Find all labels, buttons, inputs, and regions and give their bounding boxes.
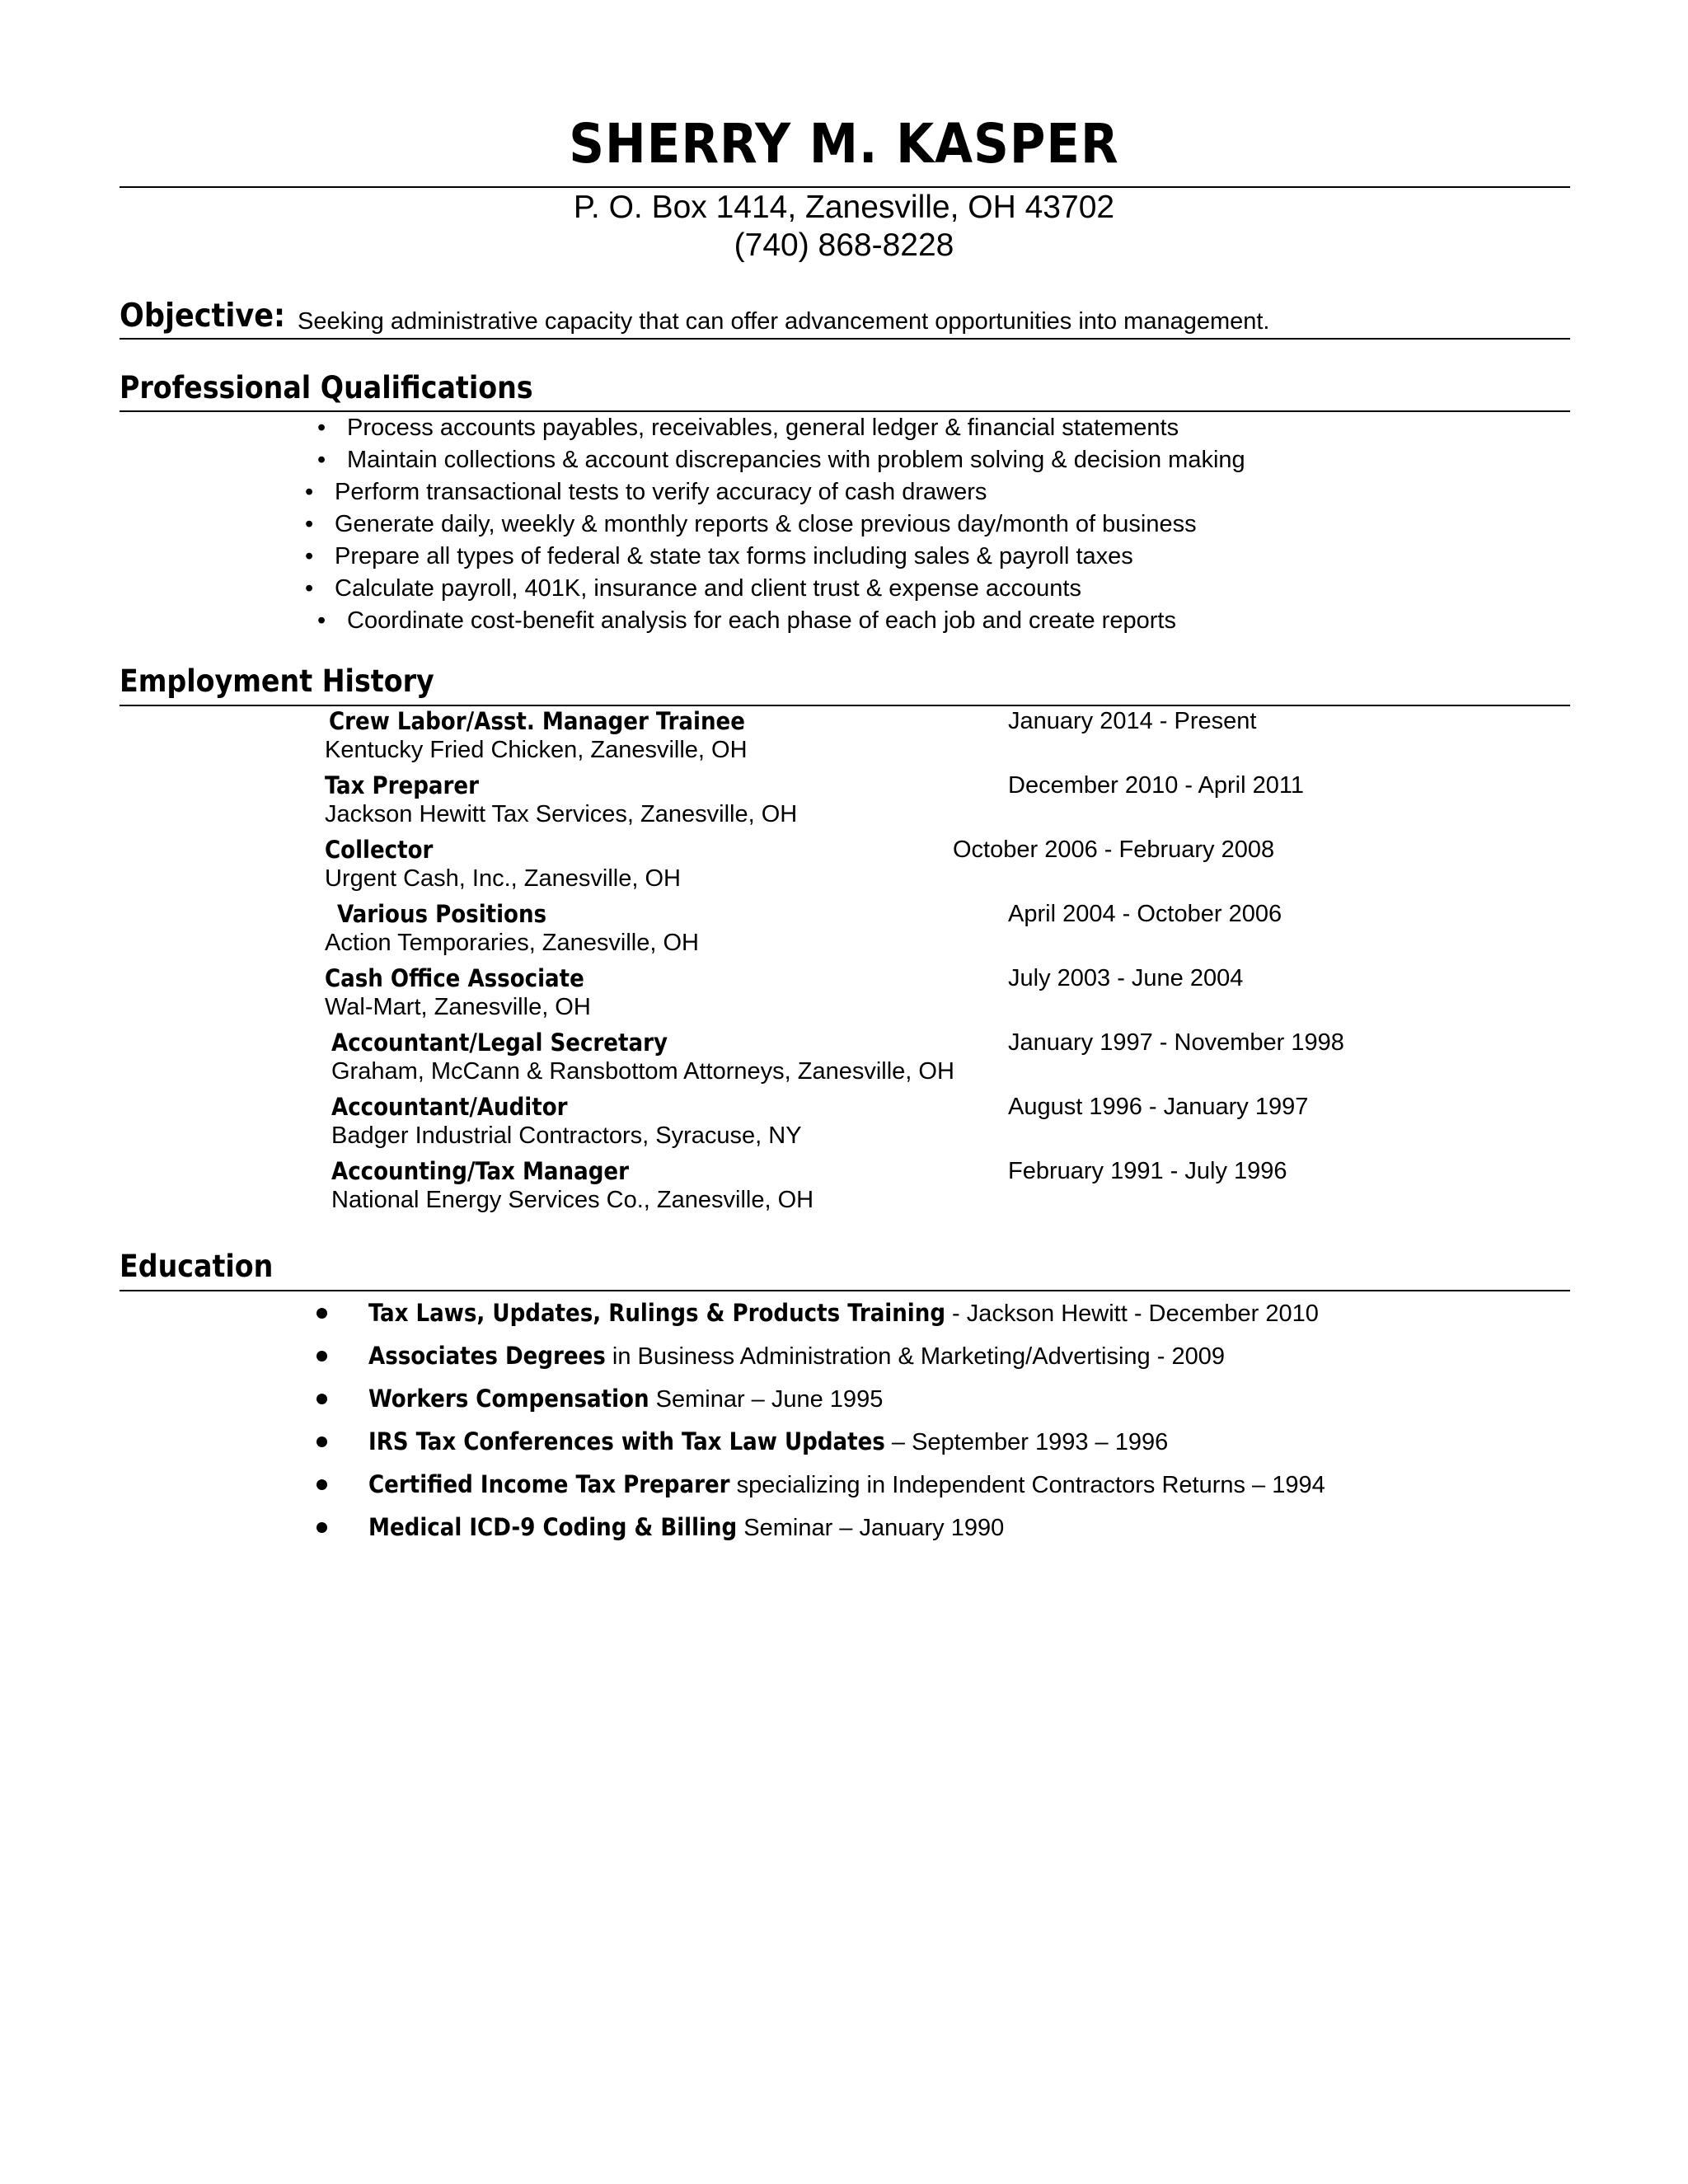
job-dates: October 2006 - February 2008 [953,837,1275,863]
education-divider [120,1290,1570,1291]
employment-title: Employment History [120,663,434,699]
education-title: Education [120,1249,274,1284]
job-company: Jackson Hewitt Tax Services, Zanesville, OH [325,801,798,827]
bullet-icon: • [305,575,314,602]
job-dates: January 1997 - November 1998 [1008,1029,1344,1056]
job-title: Various Positions [337,900,547,928]
employment-divider [120,705,1570,706]
list-item: Workers Compensation Seminar – June 1995 [368,1385,884,1413]
qualifications-divider [120,410,1570,412]
job-dates: July 2003 - June 2004 [1008,965,1244,991]
job-dates: August 1996 - January 1997 [1008,1094,1309,1120]
list-item: Certified Income Tax Preparer specializing in Independent Contractors Returns – 1994 [368,1470,1325,1498]
job-title: Cash Office Associate [325,964,584,992]
phone: (740) 868-8228 [734,227,954,263]
header-divider [120,186,1570,188]
bullet-icon [316,1522,327,1533]
list-item: • Calculate payroll, 401K, insurance and client trust & expense accounts [305,575,1081,602]
objective-text: Seeking administrative capacity that can offer advancement opportunities into management. [298,308,1270,335]
list-item: • Prepare all types of federal & state tax forms including sales & payroll taxes [305,543,1133,569]
bullet-icon [316,1436,327,1447]
job-title: Crew Labor/Asst. Manager Trainee [329,707,745,735]
bullet-icon: • [317,447,326,473]
list-item: • Process accounts payables, receivables, general ledger & financial statements [317,415,1179,441]
list-item: • Generate daily, weekly & monthly reports & close previous day/month of business [305,511,1197,537]
job-company: Action Temporaries, Zanesville, OH [325,930,699,956]
job-dates: January 2014 - Present [1008,708,1257,734]
job-company: Kentucky Fried Chicken, Zanesville, OH [325,737,748,763]
list-item: Associates Degrees in Business Administration & Marketing/Advertising - 2009 [368,1342,1225,1370]
list-item: Tax Laws, Updates, Rulings & Products Training - Jackson Hewitt - December 2010 [368,1299,1319,1327]
address: P. O. Box 1414, Zanesville, OH 43702 [573,190,1115,225]
job-company: Badger Industrial Contractors, Syracuse, NY [331,1122,802,1149]
objective-label: Objective: [120,298,286,335]
job-title: Tax Preparer [325,771,479,799]
job-title: Accountant/Auditor [331,1093,568,1121]
job-company: National Energy Services Co., Zanesville, OH [331,1187,814,1213]
job-dates: December 2010 - April 2011 [1008,772,1304,799]
bullet-icon: • [305,543,314,569]
job-dates: February 1991 - July 1996 [1008,1158,1287,1184]
bullet-icon [316,1351,327,1361]
job-company: Urgent Cash, Inc., Zanesville, OH [325,865,681,892]
bullet-icon: • [305,511,314,537]
job-company: Wal-Mart, Zanesville, OH [325,994,591,1020]
resume-name: SHERRY M. KASPER [569,112,1119,176]
list-item: Medical ICD-9 Coding & Billing Seminar – January 1990 [368,1513,1005,1541]
bullet-icon: • [317,415,326,441]
list-item: • Coordinate cost-benefit analysis for each phase of each job and create reports [317,607,1176,634]
list-item: IRS Tax Conferences with Tax Law Updates – September 1993 – 1996 [368,1427,1169,1455]
job-dates: April 2004 - October 2006 [1008,901,1282,927]
bullet-icon [316,1308,327,1319]
list-item: • Perform transactional tests to verify accuracy of cash drawers [305,479,987,505]
job-company: Graham, McCann & Ransbottom Attorneys, Zanesville, OH [331,1058,954,1085]
bullet-icon [316,1479,327,1490]
objective-divider [120,338,1570,340]
qualifications-title: Professional Qualifications [120,370,533,405]
bullet-icon: • [317,607,326,634]
job-title: Collector [325,836,434,864]
bullet-icon [316,1394,327,1404]
job-title: Accounting/Tax Manager [331,1157,629,1185]
bullet-icon: • [305,479,314,505]
job-title: Accountant/Legal Secretary [331,1029,668,1057]
list-item: • Maintain collections & account discrepancies with problem solving & decision making [317,447,1245,473]
